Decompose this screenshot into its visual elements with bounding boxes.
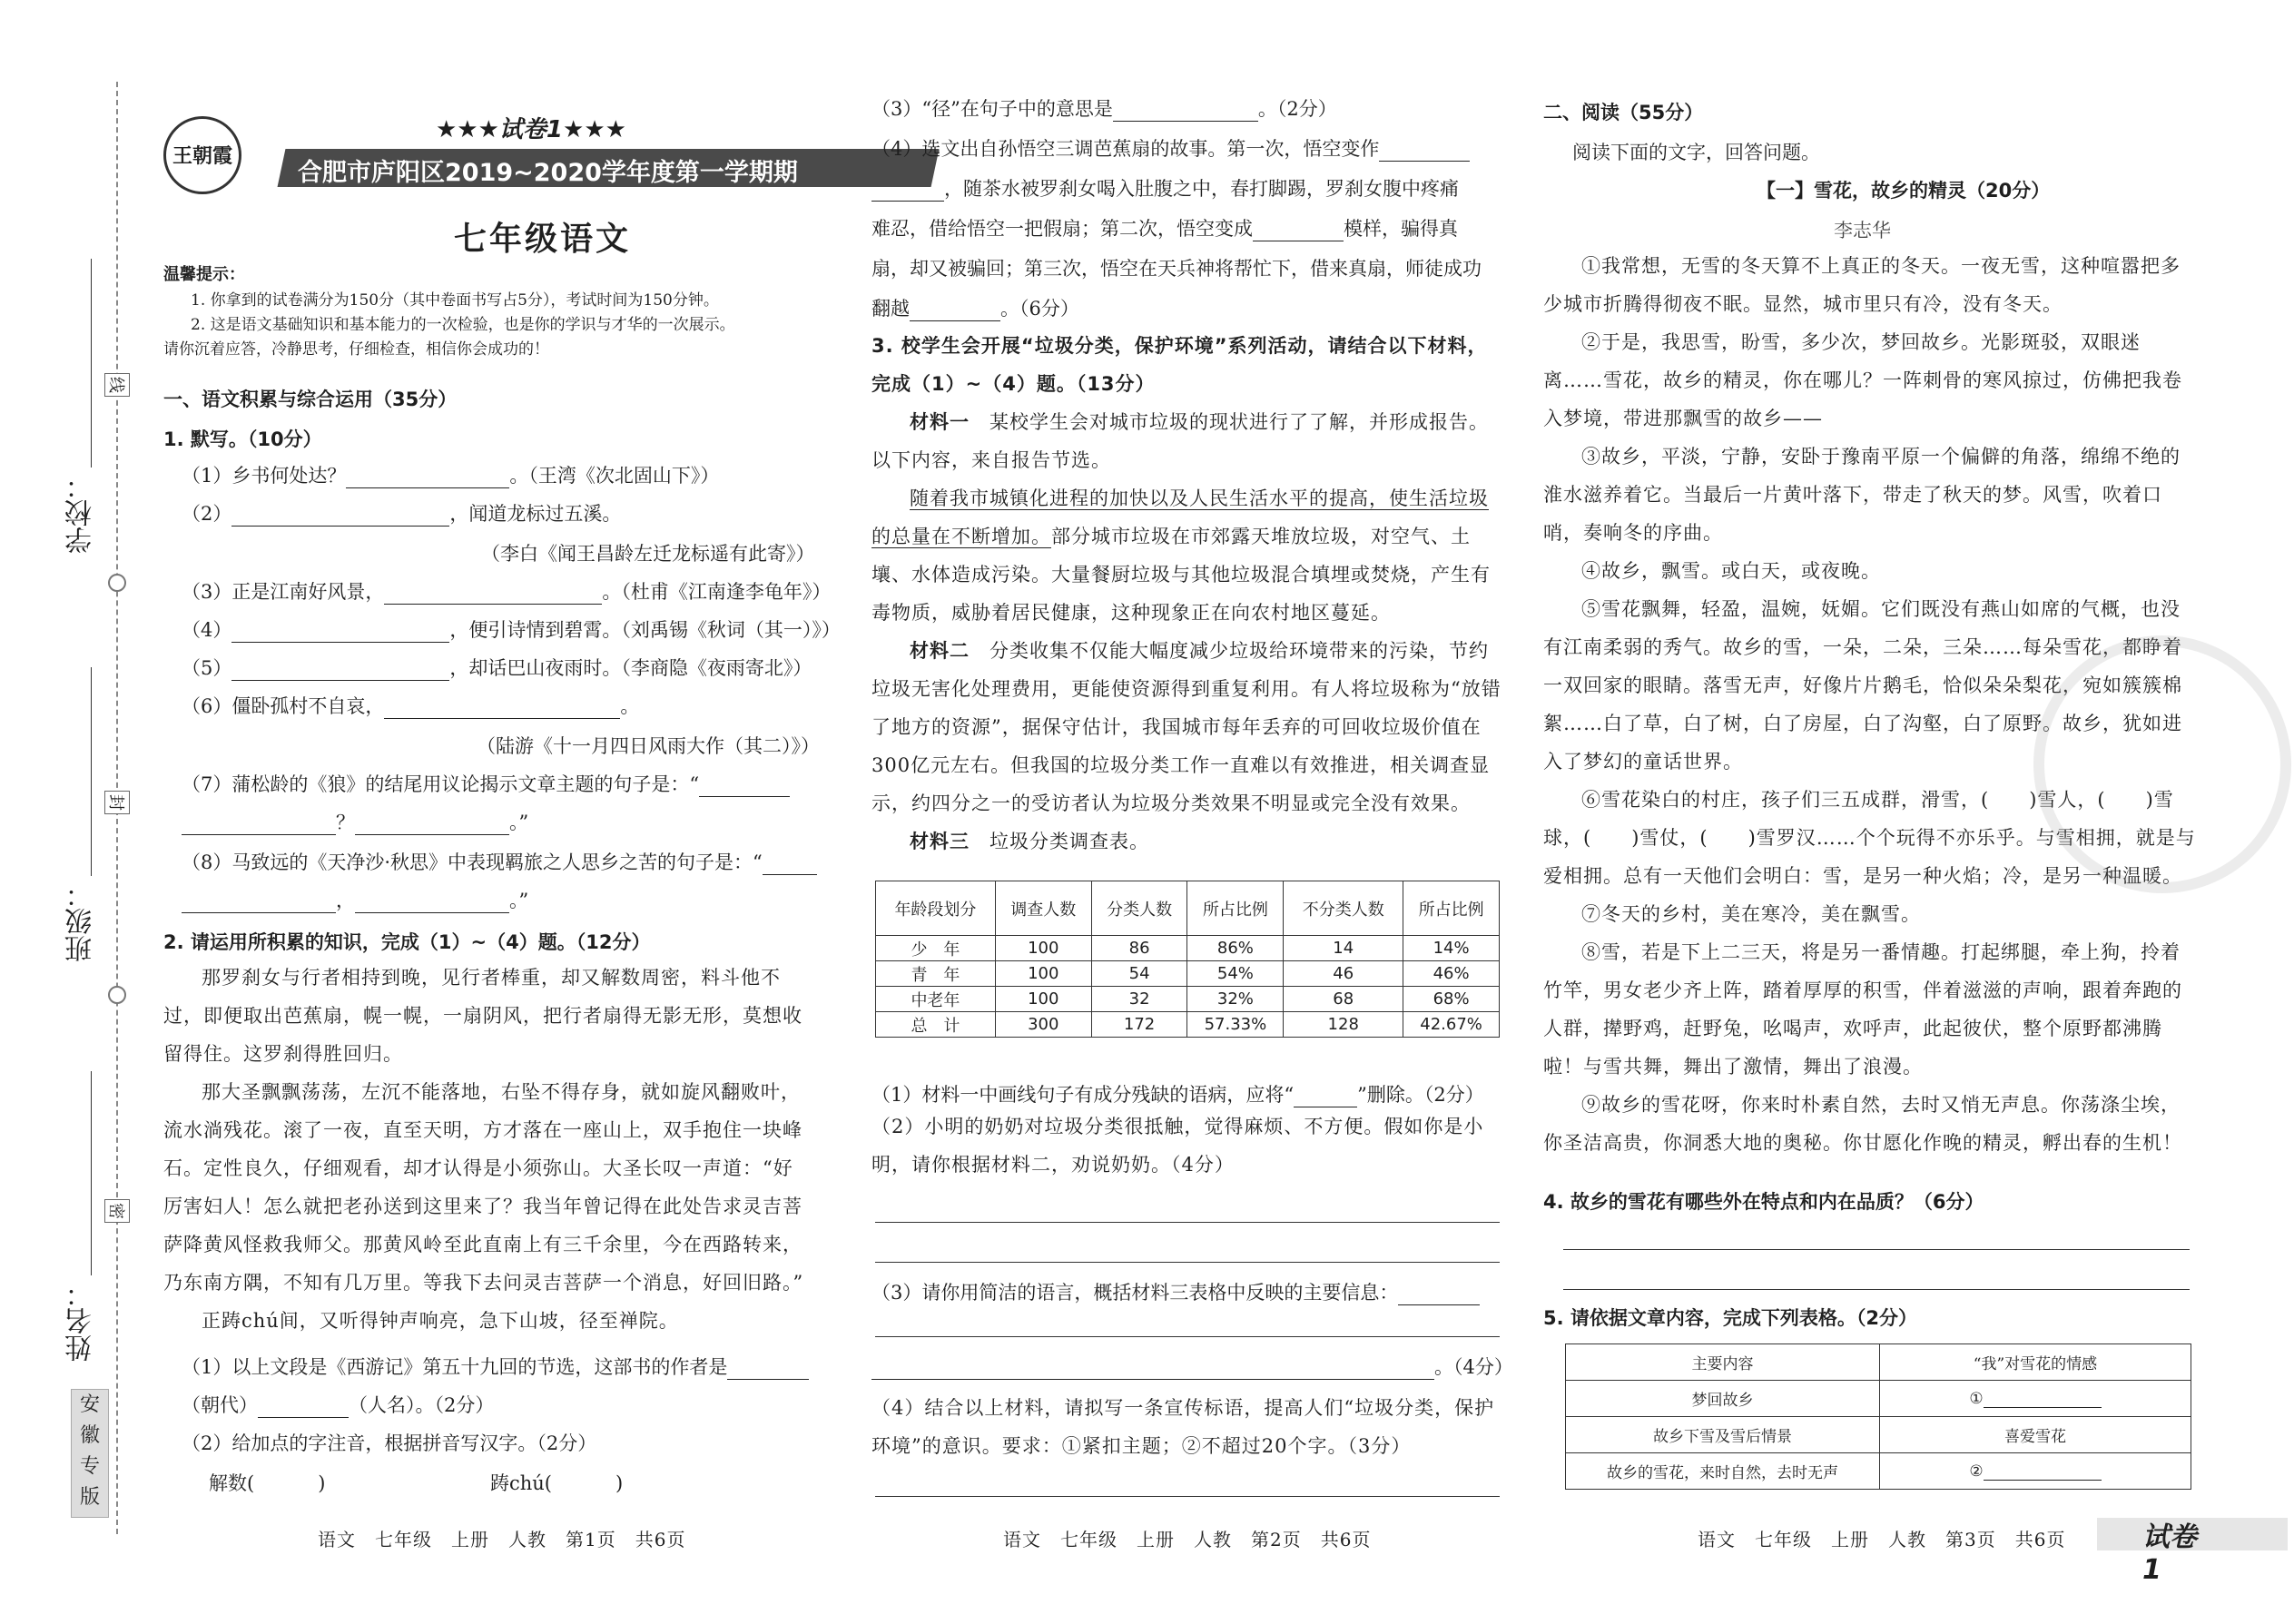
q1-title: 1. 默写。（10分） <box>163 428 322 450</box>
q1-item-7 <box>182 772 790 797</box>
answer-line[interactable] <box>875 1496 1500 1497</box>
exam-number: ★★★试卷1★★★ <box>436 116 626 143</box>
answer-blank[interactable] <box>346 468 509 488</box>
material-1 <box>871 403 1502 479</box>
table-cell: 68 <box>1284 987 1403 1012</box>
q-text: （人名）。（2分） <box>349 1394 495 1416</box>
q2-2a <box>209 1471 325 1496</box>
page-1 <box>154 0 841 1624</box>
q2-1b <box>182 1393 494 1418</box>
table-cell: 54% <box>1187 961 1284 987</box>
passage-paragraph: ②于是，我思雪，盼雪，多少次，梦回故乡。光影斑驳，双眼迷离……雪花，故乡的精灵，你在哪儿？一阵刺骨的寒风掠过，仿佛把我卷入梦境，带进那飘雪的故乡—— <box>1543 331 2182 429</box>
material-text: 垃圾分类调查表。 <box>989 831 1149 852</box>
name-label: 姓名： <box>65 1280 97 1362</box>
seal-char-seal: 封 <box>104 791 130 814</box>
q1-text: ，便引诗情到碧霄。（刘禹锡《秋词（其一）》） <box>449 619 841 641</box>
answer-blank[interactable] <box>182 814 336 835</box>
q1-item-8b <box>182 888 528 913</box>
q1-item-8 <box>182 850 817 875</box>
q1-text: 。” <box>509 812 529 833</box>
passage-paragraph: ④故乡，飘雪。或白天，或夜晚。 <box>1581 560 1881 582</box>
material-label: 材料二 <box>910 639 970 662</box>
logo-text: 王朝霞 <box>172 145 232 168</box>
q3-1 <box>871 1082 1484 1107</box>
edition-char: 安 <box>79 1393 100 1416</box>
section-2-heading: 二、阅读（55分） <box>1543 102 1704 123</box>
answer-blank[interactable] <box>258 1397 349 1418</box>
passage-paragraph: ⑦冬天的乡村，美在寒冷，美在飘雪。 <box>1581 903 1921 925</box>
passage-paragraph: ⑤雪花飘舞，轻盈，温婉，妩媚。它们既没有燕山如席的气概，也没有江南柔弱的秀气。故乡的雪，一朵，二朵，三朵……每朵雪花，都睁着一双回家的眼睛。落雪无声，好像片片鹅毛，恰似朵朵梨花，宛如簇簇棉絮……白了草，白了树，白了房屋，白了沟壑，白了原野。故乡，犹如进入了梦幻的童话世界。 <box>1543 598 2182 773</box>
q1-text: 。（杜甫《江南逢李龟年》） <box>602 581 832 603</box>
q-text: 难忍，借给悟空一把假扇；第二次，悟空变成 <box>871 218 1253 240</box>
answer-blank[interactable] <box>182 892 336 913</box>
edition-box <box>71 1389 109 1518</box>
table-cell: 300 <box>995 1012 1091 1038</box>
answer-blank[interactable] <box>355 892 509 913</box>
answer-blank[interactable] <box>763 854 817 875</box>
tips-item: 1. 你拿到的试卷满分为150分（其中卷面书写占5分），考试时间为150分钟。 <box>191 291 719 310</box>
table-cell: 青 年 <box>876 961 996 987</box>
answer-blank[interactable] <box>1294 1087 1357 1107</box>
material-text: 某校学生会对城市垃圾的现状进行了了解，并形成报告。以下内容，来自报告节选。 <box>871 411 1489 471</box>
table-cell: 46 <box>1284 961 1403 987</box>
answer-blank[interactable] <box>1984 1463 2102 1481</box>
table-row <box>1566 1453 2191 1490</box>
passage-paragraph: ⑥雪花染白的村庄，孩子们三五成群，滑雪，( )雪人，( )雪球，( )雪仗，( )雪罗汉……个个玩得不亦乐乎。与雪相拥，就是与爱相拥。总有一天他们会明白：雪，是另一种火焰；冷，是另一种温暖。 <box>1543 789 2196 887</box>
q5: 5. 请依据文章内容，完成下列表格。（2分） <box>1543 1307 1918 1329</box>
table-header: 调查人数 <box>995 881 1091 936</box>
table-cell: 少 年 <box>876 936 996 961</box>
material-text: 部分城市垃圾在市郊露天堆放垃圾，对空气、土壤、水体造成污染。大量餐厨垃圾与其他垃圾混合填埋或焚烧，产生有毒物质，威胁着居民健康，这种现象正在向农村地区蔓延。 <box>871 526 1491 624</box>
material-3 <box>871 822 1502 861</box>
edition-char: 版 <box>79 1486 100 1509</box>
q-text: ，随茶水被罗刹女喝入肚腹之中，春打脚踢，罗刹女腹中疼痛 <box>944 178 1459 200</box>
passage-title: 【一】雪花，故乡的精灵（20分） <box>1757 180 2051 202</box>
answer-line[interactable] <box>1563 1289 2190 1290</box>
q2-3 <box>871 96 1337 122</box>
table-cell-answer[interactable] <box>1880 1453 2191 1490</box>
answer-blank[interactable] <box>1379 141 1470 162</box>
q1-text: ， <box>336 890 355 911</box>
table-cell: 100 <box>995 961 1091 987</box>
answer-blank[interactable] <box>1113 101 1258 122</box>
material-2 <box>871 632 1502 822</box>
binding-hole-icon <box>108 986 126 1004</box>
q1-text: （5） <box>182 657 232 679</box>
q-text: ) <box>615 1472 624 1494</box>
table-cell: 86% <box>1187 936 1284 961</box>
passage-paragraph: 正踌chú间，又听得钟声响亮，急下山坡，径至禅院。 <box>202 1310 679 1332</box>
table-row <box>876 1012 1500 1038</box>
q2-4-line2 <box>871 176 1459 202</box>
q-text: ) <box>318 1472 326 1494</box>
answer-blank[interactable] <box>910 300 1000 321</box>
table-cell: 14 <box>1284 936 1403 961</box>
answer-blank[interactable] <box>384 698 620 719</box>
q1-text: （7）蒲松龄的《狼》的结尾用议论揭示文章主题的句子是：“ <box>182 773 700 795</box>
q-text: 踌chú( <box>490 1472 553 1494</box>
page-footer: 语文 七年级 上册 人教 第3页 共6页 <box>1698 1529 2066 1550</box>
binding-hole-icon <box>108 574 126 592</box>
answer-marker: ② <box>1969 1462 1984 1481</box>
section-1-heading: 一、语文积累与综合运用（35分） <box>163 389 458 410</box>
passage-paragraph: ①我常想，无雪的冬天算不上真正的冬天。一夜无雪，这种喧嚣把多少城市折腾得彻夜不眠。显然，城市里只有冷，没有冬天。 <box>1543 255 2181 315</box>
q1-source: （李白《闻王昌龄左迁龙标遥有此寄》） <box>481 543 815 565</box>
seal-char-line: 线 <box>104 373 130 397</box>
answer-blank[interactable] <box>355 814 509 835</box>
name-field-line[interactable] <box>91 1071 92 1275</box>
class-label: 班级： <box>65 881 97 962</box>
table-cell: 100 <box>995 936 1091 961</box>
table-header: “我”对雪花的情感 <box>1880 1344 2191 1381</box>
table-cell: 54 <box>1091 961 1187 987</box>
q1-item-6 <box>182 694 639 719</box>
q-text: 翻越 <box>871 298 910 320</box>
table-row <box>1566 1344 2191 1381</box>
answer-blank[interactable] <box>231 506 449 527</box>
tips-item: 2. 这是语文基础知识和基本能力的一次检验，也是你的学识与才华的一次展示。 <box>191 316 735 334</box>
q2-4-line4: 扇，却又被骗回；第三次，悟空在天兵神将帮忙下，借来真扇，师徒成功 <box>871 258 1482 280</box>
page-footer: 语文 七年级 上册 人教 第1页 共6页 <box>318 1529 686 1550</box>
table-cell: 86 <box>1091 936 1187 961</box>
edition-char: 徽 <box>79 1424 100 1447</box>
q-text: （1）材料一中画线句子有成分残缺的语病，应将“ <box>871 1084 1295 1106</box>
table-row <box>1566 1417 2191 1453</box>
page-2 <box>871 0 1513 1624</box>
table-header: 不分类人数 <box>1284 881 1403 936</box>
school-field-line[interactable] <box>91 259 92 468</box>
passage-paragraph: 那罗刹女与行者相持到晚，见行者棒重，却又解数周密，料斗他不过，即便取出芭蕉扇，幌一幌，一扇阴风，把行者扇得无影无形，莫想收留得住。这罗刹得胜回归。 <box>163 967 802 1065</box>
q-text: 。（2分） <box>1257 98 1337 120</box>
answer-blank[interactable] <box>699 776 790 797</box>
material-label: 材料一 <box>910 410 970 433</box>
q1-text: 。 <box>620 695 640 717</box>
passage-paragraph: ⑧雪，若是下上二三天，将是另一番情趣。打起绑腿，牵上狗，拎着竹竿，男女老少齐上阵，踏着厚厚的积雪，伴着滋滋的声响，跟着奔跑的人群，撵野鸡，赶野兔，吆喝声，欢呼声，此起彼伏，整个原野都沸腾啦！与雪共舞，舞出了激情，舞出了浪漫。 <box>1543 941 2182 1078</box>
q3-2: （2）小明的奶奶对垃圾分类很抵触，觉得麻烦、不方便。假如你是小明，请你根据材料二，劝说奶奶。（4分） <box>871 1116 1484 1176</box>
survey-table <box>875 881 1500 1038</box>
table-cell: 32 <box>1091 987 1187 1012</box>
q1-text: ，却话巴山夜雨时。（李商隐《夜雨寄北》） <box>449 657 812 679</box>
logo <box>163 116 241 194</box>
q-text: 。（4分） <box>1434 1356 1513 1378</box>
material-1-excerpt <box>871 479 1502 632</box>
q4: 4. 故乡的雪花有哪些外在特点和内在品质？（6分） <box>1543 1191 1984 1213</box>
table-cell: 172 <box>1091 1012 1187 1038</box>
q-text: （3）请你用简洁的语言，概括材料三表格中反映的主要信息： <box>871 1282 1399 1304</box>
q1-item-3 <box>182 579 831 605</box>
q-text: ”删除。（2分） <box>1357 1084 1484 1106</box>
q2-passage <box>163 959 808 1340</box>
q1-item-7b <box>182 810 528 835</box>
q1-item-4 <box>182 617 841 643</box>
q2-4-line1 <box>871 136 1470 162</box>
q2-2b <box>490 1471 623 1496</box>
q1-text: ，闻道龙标过五溪。 <box>449 503 622 525</box>
q3-3 <box>871 1280 1480 1305</box>
q2-4-line3 <box>871 216 1458 241</box>
binding-margin <box>0 0 136 1624</box>
q-text: 解数( <box>209 1472 255 1494</box>
q3-4: （4）结合以上材料，请拟写一条宣传标语，提高人们“垃圾分类，保护环境”的意识。要求：①紧扣主题；②不超过20个字。（3分） <box>871 1397 1495 1457</box>
answer-blank[interactable] <box>727 1359 809 1380</box>
passage-paragraph: 那大圣飘飘荡荡，左沉不能落地，右坠不得存身，就如旋风翻败叶，流水淌残花。滚了一夜，直至天明，方才落在一座山上，双手抱住一块峰石。定性良久，仔细观看，却才认得是小须弥山。大圣长叹一声道：“好厉害妇人！怎么就把老孙送到这里来了？我当年曾记得在此处告求灵吉菩萨降黄风怪救我师父。那黄风岭至此直南上有三千余里，今在西路转来，乃东南方隅，不知有几万里。等我下去问灵吉菩萨一个消息，好回旧路。” <box>163 1081 804 1294</box>
exam-title: 合肥市庐阳区2019~2020学年度第一学期期末考试试卷 <box>298 159 798 222</box>
school-label: 学校： <box>65 472 97 554</box>
q2-1 <box>182 1354 809 1380</box>
table-row <box>876 961 1500 987</box>
q-text: （朝代） <box>182 1394 258 1416</box>
class-field-line[interactable] <box>91 667 92 876</box>
table-cell: 中老年 <box>876 987 996 1012</box>
underlined-sentence: 随着我市城镇化进程的加快以及人民生活水平的提高，使生活垃圾的总量在不断增加。 <box>871 487 1489 547</box>
q1-item-1 <box>182 463 719 488</box>
answer-blank[interactable] <box>1984 1391 2102 1408</box>
q1-text: 。” <box>509 890 529 911</box>
table-header: 所占比例 <box>1187 881 1284 936</box>
answer-line[interactable] <box>875 1222 1500 1223</box>
subject-title: 七年级语文 <box>454 220 632 258</box>
table-cell: 故乡的雪花，来时自然，去时无声 <box>1566 1453 1880 1490</box>
q2-4-line5 <box>871 296 1079 321</box>
table-header: 所占比例 <box>1403 881 1500 936</box>
q-text: （3）“径”在句子中的意思是 <box>871 98 1113 120</box>
material-text: 分类收集不仅能大幅度减少垃圾给环境带来的污染，节约垃圾无害化处理费用，更能使资源得到重复利用。有人将垃圾称为“放错了地方的资源”，据保守估计，我国城市每年丢弃的可回收垃圾价值在300亿元左右。但我国的垃圾分类工作一直难以有效推进，相关调查显示，约四分之一的受访者认为垃圾分类效果不明显或完全没有效果。 <box>871 640 1501 814</box>
table-cell: 32% <box>1187 987 1284 1012</box>
q1-text: ？ <box>336 812 355 833</box>
table-cell: 总 计 <box>876 1012 996 1038</box>
tips-item: 请你沉着应答，冷静思考，仔细检查，相信你会成功的！ <box>163 340 549 359</box>
q1-text: （8）马致远的《天净沙·秋思》中表现羁旅之人思乡之苦的句子是：“ <box>182 851 763 873</box>
q3-title: 3. 校学生会开展“垃圾分类，保护环境”系列活动，请结合以下材料，完成（1）~（4）题。（13分） <box>871 335 1488 395</box>
q5-table <box>1565 1343 2191 1490</box>
reading-intro: 阅读下面的文字，回答问题。 <box>1572 142 1820 163</box>
q1-text: （3）正是江南好风景， <box>182 581 385 603</box>
table-header-row <box>876 881 1500 936</box>
page-footer: 语文 七年级 上册 人教 第2页 共6页 <box>1003 1529 1372 1550</box>
table-cell: 57.33% <box>1187 1012 1284 1038</box>
tips-title: 温馨提示： <box>163 265 245 284</box>
table-cell: 梦回故乡 <box>1566 1381 1880 1417</box>
q-text: 模样，骗得真 <box>1344 218 1458 240</box>
table-cell: 128 <box>1284 1012 1403 1038</box>
seal-watermark <box>2033 635 2291 893</box>
table-header: 分类人数 <box>1091 881 1187 936</box>
answer-blank[interactable] <box>231 660 449 681</box>
edition-char: 专 <box>79 1455 100 1478</box>
q1-item-2 <box>182 501 621 527</box>
q1-item-5 <box>182 655 812 681</box>
table-header: 年龄段划分 <box>876 881 996 936</box>
table-cell: 故乡下雪及雪后情景 <box>1566 1417 1880 1453</box>
answer-blank[interactable] <box>231 622 449 643</box>
table-row <box>876 987 1500 1012</box>
answer-blank[interactable] <box>1398 1284 1480 1305</box>
exam-badge: 试卷1 <box>2142 1521 2197 1586</box>
seal-char-secret: 密 <box>104 1199 130 1223</box>
q1-text: （1）乡书何处达？ <box>182 465 347 487</box>
q1-source: （陆游《十一月四日风雨大作（其二）》） <box>477 735 820 757</box>
q-text: （4）选文出自孙悟空三调芭蕉扇的故事。第一次，悟空变作 <box>871 138 1380 160</box>
answer-blank[interactable] <box>384 584 602 605</box>
answer-marker: ① <box>1969 1389 1984 1408</box>
q1-text: （2） <box>182 503 232 525</box>
table-cell: 100 <box>995 987 1091 1012</box>
table-cell: 46% <box>1403 961 1500 987</box>
passage-paragraph: ③故乡，平淡，宁静，安卧于豫南平原一个偏僻的角落，绵绵不绝的淮水滋养着它。当最后一片黄叶落下，带走了秋天的梦。风雪，吹着口哨，奏响冬的序曲。 <box>1543 446 2181 544</box>
passage-author: 李志华 <box>1834 220 1891 241</box>
answer-line[interactable] <box>875 1262 1500 1263</box>
answer-line[interactable] <box>1563 1249 2190 1250</box>
table-cell: 68% <box>1403 987 1500 1012</box>
material-label: 材料三 <box>910 830 970 852</box>
table-cell: 42.67% <box>1403 1012 1500 1038</box>
table-cell: 14% <box>1403 936 1500 961</box>
q2-2: （2）给加点的字注音，根据拼音写汉字。（2分） <box>182 1432 597 1454</box>
q1-text: 。（王湾《次北固山下》） <box>509 465 720 487</box>
table-cell-answer[interactable] <box>1880 1381 2191 1417</box>
table-row <box>1566 1381 2191 1417</box>
passage-paragraph: ⑨故乡的雪花呀，你来时朴素自然，去时又悄无声息。你荡涤尘埃，你圣洁高贵，你洞悉大地的奥秘。你甘愿化作晚的精灵，孵出春的生机！ <box>1543 1094 2182 1154</box>
q1-text: （4） <box>182 619 232 641</box>
q-text: （1）以上文段是《西游记》第五十九回的节选，这部书的作者是 <box>182 1356 728 1378</box>
answer-line[interactable] <box>875 1336 1500 1337</box>
q1-text: （6）僵卧孤村不自哀， <box>182 695 385 717</box>
table-row <box>876 936 1500 961</box>
q2-title: 2. 请运用所积累的知识，完成（1）~（4）题。（12分） <box>163 931 651 953</box>
answer-blank[interactable] <box>871 181 944 202</box>
q3-block <box>871 327 1502 861</box>
q-text: 。（6分） <box>1000 298 1079 320</box>
answer-blank[interactable] <box>1253 221 1344 241</box>
table-cell: 喜爱雪花 <box>1880 1417 2191 1453</box>
table-header: 主要内容 <box>1566 1344 1880 1381</box>
answer-blank[interactable] <box>871 1359 1434 1380</box>
q3-3b <box>871 1354 1513 1380</box>
